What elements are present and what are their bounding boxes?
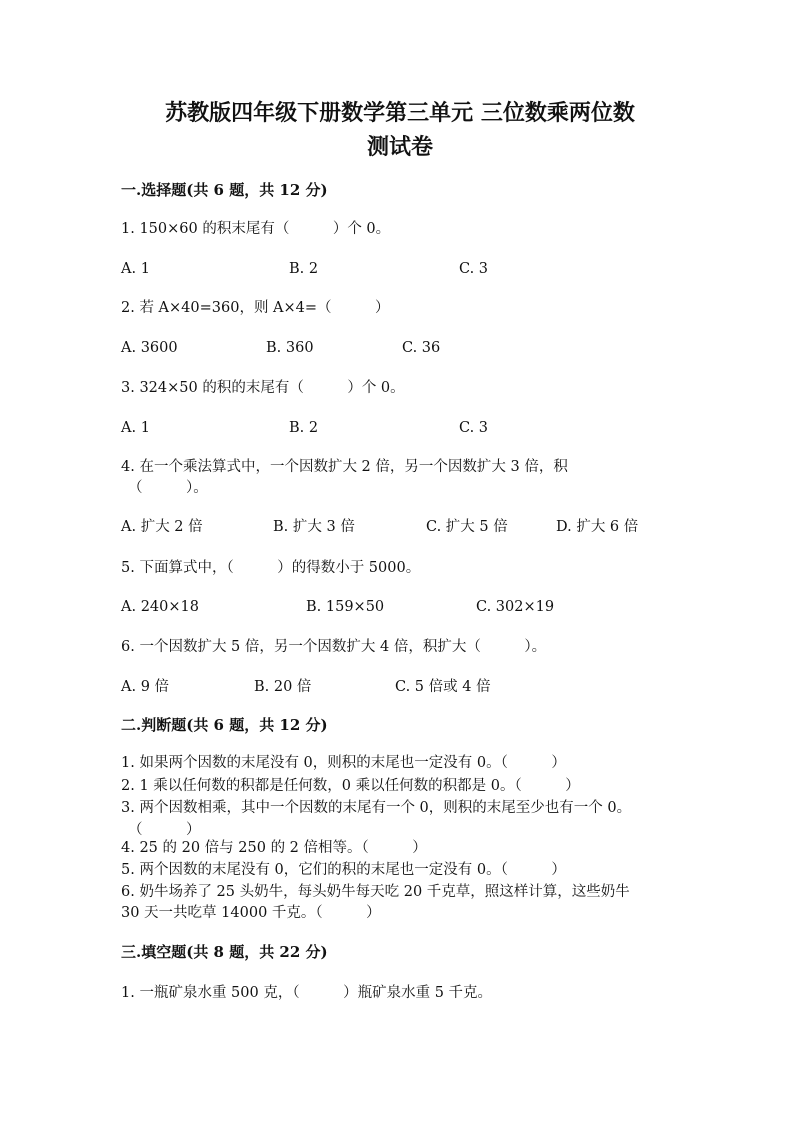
page-title: 苏教版四年级下册数学第三单元 三位数乘两位数 bbox=[165, 100, 635, 126]
option-a: A. 1 bbox=[121, 420, 150, 436]
statement-line: 6. 奶牛场养了 25 头奶牛，每头奶牛每天吃 20 千克草，照这样计算，这些奶牛 bbox=[121, 884, 630, 900]
option-b: B. 扩大 3 倍 bbox=[273, 519, 355, 535]
section-heading-judgement: 二.判断题(共 6 题，共 12 分) bbox=[121, 716, 328, 734]
option-c: C. 5 倍或 4 倍 bbox=[395, 679, 491, 695]
option-a: A. 3600 bbox=[121, 340, 178, 356]
option-b: B. 2 bbox=[289, 420, 319, 436]
question-text: 3. 324×50 的积的末尾有（ ）个 0。 bbox=[121, 380, 405, 396]
statement-line: 2. 1 乘以任何数的积都是任何数，0 乘以任何数的积都是 0。（ ） bbox=[121, 778, 580, 794]
option-b: B. 20 倍 bbox=[254, 679, 312, 695]
statement-line: （ ） bbox=[128, 822, 201, 838]
section-heading-choice: 一.选择题(共 6 题，共 12 分) bbox=[121, 181, 328, 199]
question-text: 5. 下面算式中，（ ）的得数小于 5000。 bbox=[121, 560, 421, 576]
question-text: 1. 一瓶矿泉水重 500 克，（ ）瓶矿泉水重 5 千克。 bbox=[121, 985, 493, 1001]
statement-line: 5. 两个因数的末尾没有 0，它们的积的末尾也一定没有 0。（ ） bbox=[121, 862, 566, 878]
option-d: D. 扩大 6 倍 bbox=[556, 519, 639, 535]
option-a: A. 扩大 2 倍 bbox=[121, 519, 203, 535]
option-c: C. 36 bbox=[402, 340, 441, 356]
option-b: B. 2 bbox=[289, 261, 319, 277]
statement-line: 3. 两个因数相乘，其中一个因数的末尾有一个 0，则积的末尾至少也有一个 0。 bbox=[121, 800, 632, 816]
statement-line: 30 天一共吃草 14000 千克。（ ） bbox=[121, 905, 381, 921]
option-b: B. 159×50 bbox=[306, 599, 385, 615]
question-text: 4. 在一个乘法算式中，一个因数扩大 2 倍，另一个因数扩大 3 倍，积 bbox=[121, 459, 568, 475]
question-text-continued: （ ）。 bbox=[128, 480, 208, 496]
option-c: C. 扩大 5 倍 bbox=[426, 519, 508, 535]
option-a: A. 1 bbox=[121, 261, 150, 277]
option-b: B. 360 bbox=[266, 340, 314, 356]
question-text: 1. 150×60 的积末尾有（ ）个 0。 bbox=[121, 221, 391, 237]
question-text: 6. 一个因数扩大 5 倍，另一个因数扩大 4 倍，积扩大（ ）。 bbox=[121, 639, 547, 655]
option-c: C. 3 bbox=[459, 420, 489, 436]
option-c: C. 3 bbox=[459, 261, 489, 277]
option-c: C. 302×19 bbox=[476, 599, 555, 615]
option-a: A. 240×18 bbox=[121, 599, 199, 615]
statement-line: 1. 如果两个因数的末尾没有 0，则积的末尾也一定没有 0。（ ） bbox=[121, 755, 566, 771]
option-a: A. 9 倍 bbox=[121, 679, 170, 695]
statement-line: 4. 25 的 20 倍与 250 的 2 倍相等。（ ） bbox=[121, 840, 427, 856]
section-heading-fill: 三.填空题(共 8 题，共 22 分) bbox=[121, 943, 328, 961]
question-text: 2. 若 A×40=360，则 A×4=（ ） bbox=[121, 300, 390, 316]
page-title-line2: 测试卷 bbox=[366, 134, 433, 160]
